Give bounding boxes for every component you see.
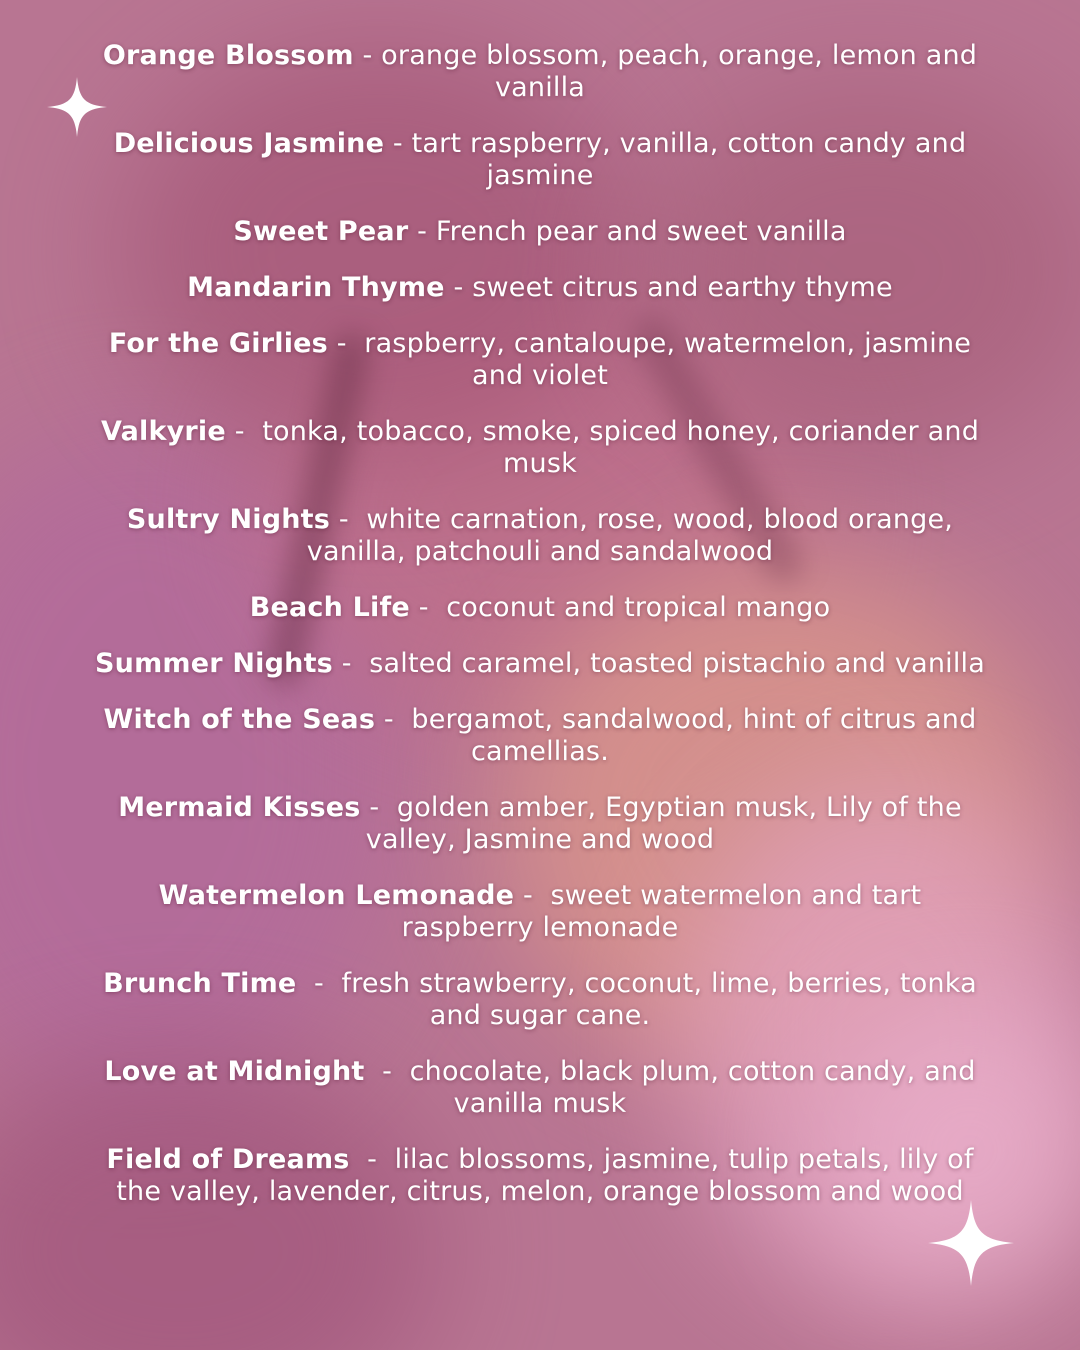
- scent-separator: -: [360, 792, 397, 823]
- scent-name: Watermelon Lemonade: [158, 880, 515, 911]
- scent-separator: -: [444, 272, 473, 303]
- scent-notes: sweet citrus and earthy thyme: [472, 272, 893, 303]
- scent-entry: [90, 416, 990, 480]
- scent-name: Beach Life: [249, 592, 410, 623]
- scent-name: Sultry Nights: [126, 504, 331, 535]
- scent-notes: golden amber, Egyptian musk, Lily of the valley, Jasmine and wood: [365, 792, 962, 855]
- scent-separator: -: [364, 1056, 410, 1087]
- scent-notes: bergamot, sandalwood, hint of citrus and camellias.: [411, 704, 977, 767]
- scent-notes: chocolate, black plum, cotton candy, and vanilla musk: [409, 1056, 976, 1119]
- scent-entry: [90, 40, 990, 104]
- scent-separator: -: [225, 416, 263, 447]
- scent-notes: raspberry, cantaloupe, watermelon, jasmine and violet: [364, 328, 972, 391]
- scent-entry: [90, 648, 990, 680]
- scent-notes: French pear and sweet vanilla: [435, 216, 847, 247]
- scent-entry: [90, 1056, 990, 1120]
- scent-entry: [90, 328, 990, 392]
- scent-entry: [90, 1144, 990, 1208]
- scent-entry: [90, 272, 990, 304]
- scent-separator: -: [384, 128, 412, 159]
- scent-notes: salted caramel, toasted pistachio and vanilla: [369, 648, 985, 679]
- scent-notes: orange blossom, peach, orange, lemon and vanilla: [381, 40, 978, 103]
- scent-name: Summer Nights: [95, 648, 333, 679]
- scent-entry: [90, 592, 990, 624]
- scent-notes: tart raspberry, vanilla, cotton candy and jasmine: [411, 128, 967, 191]
- scent-separator: -: [353, 40, 382, 71]
- scent-name: Brunch Time: [103, 968, 297, 999]
- scent-entry: [90, 216, 990, 248]
- scent-name: Orange Blossom: [102, 40, 354, 71]
- scent-name: Valkyrie: [100, 416, 226, 447]
- scent-separator: -: [330, 504, 367, 535]
- scent-name: For the Girlies: [108, 328, 328, 359]
- scent-entry: [90, 128, 990, 192]
- scent-separator: -: [327, 328, 365, 359]
- scent-entry: [90, 880, 990, 944]
- scent-notes: fresh strawberry, coconut, lime, berries, tonka and sugar cane.: [341, 968, 977, 1031]
- scent-notes: lilac blossoms, jasmine, tulip petals, lily of the valley, lavender, citrus, melon, orange blossom and wood: [116, 1144, 974, 1207]
- scent-separator: -: [296, 968, 342, 999]
- scent-entry: [90, 704, 990, 768]
- scent-separator: -: [409, 592, 447, 623]
- scent-notes: coconut and tropical mango: [446, 592, 831, 623]
- scent-notes: sweet watermelon and tart raspberry lemonade: [401, 880, 922, 943]
- scent-notes: white carnation, rose, wood, blood orange, vanilla, patchouli and sandalwood: [306, 504, 954, 567]
- scent-name: Love at Midnight: [104, 1056, 365, 1087]
- scent-list: [90, 40, 990, 1232]
- scent-name: Sweet Pear: [233, 216, 409, 247]
- scent-notes: tonka, tobacco, smoke, spiced honey, coriander and musk: [262, 416, 980, 479]
- scent-separator: -: [375, 704, 412, 735]
- scent-separator: -: [349, 1144, 395, 1175]
- scent-entry: [90, 792, 990, 856]
- scent-separator: -: [332, 648, 370, 679]
- scent-name: Witch of the Seas: [103, 704, 376, 735]
- scent-entry: [90, 504, 990, 568]
- scent-name: Mandarin Thyme: [187, 272, 445, 303]
- scent-separator: -: [514, 880, 551, 911]
- scent-entry: [90, 968, 990, 1032]
- scent-name: Field of Dreams: [106, 1144, 350, 1175]
- scent-name: Mermaid Kisses: [118, 792, 361, 823]
- scent-separator: -: [408, 216, 436, 247]
- scent-name: Delicious Jasmine: [113, 128, 385, 159]
